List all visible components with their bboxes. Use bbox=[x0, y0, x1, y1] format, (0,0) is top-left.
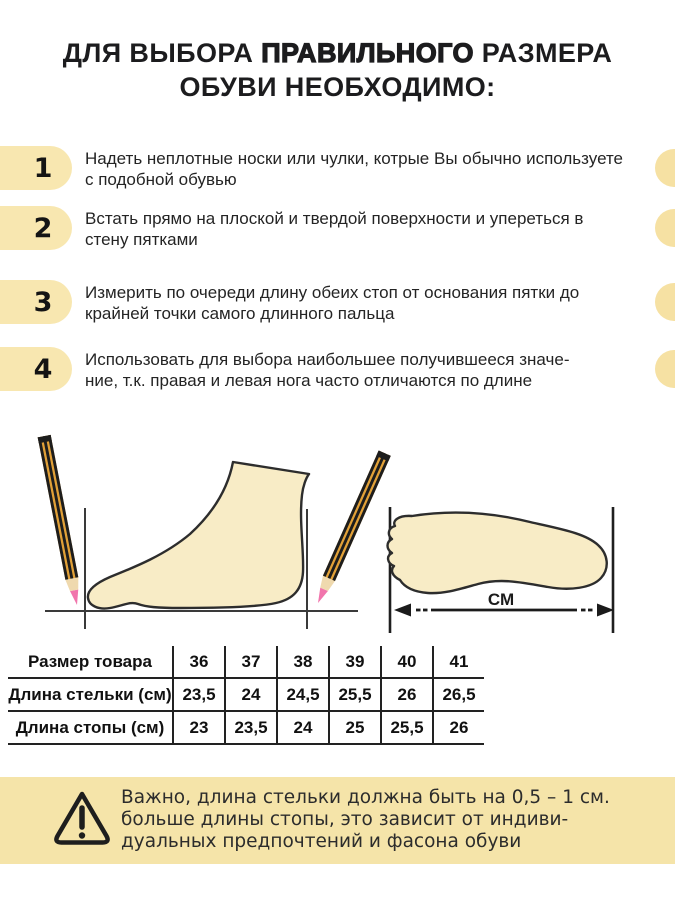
title-text: ДЛЯ ВЫБОРА bbox=[62, 38, 262, 68]
table-row bbox=[8, 646, 484, 678]
page-title-line2: ОБУВИ НЕОБХОДИМО: bbox=[179, 72, 496, 102]
table-cell: 25,5 bbox=[381, 711, 433, 744]
table-row bbox=[8, 678, 484, 711]
warning-triangle-icon bbox=[50, 787, 114, 851]
pencil-icon bbox=[312, 450, 391, 605]
step-text-line: Измерить по очереди длину обеих стоп от основания пятки до bbox=[85, 283, 580, 302]
table-cell: 26,5 bbox=[433, 678, 484, 711]
step-number-badge bbox=[0, 206, 72, 250]
table-cell: 37 bbox=[225, 646, 277, 678]
table-cell: 39 bbox=[329, 646, 381, 678]
table-cell: 23,5 bbox=[173, 678, 225, 711]
table-row bbox=[8, 711, 484, 744]
table-row-label: Длина стопы (см) bbox=[8, 711, 173, 744]
warning-text-line: больше длины стопы, это зависит от индиви- bbox=[121, 809, 569, 830]
table-cell: 36 bbox=[173, 646, 225, 678]
warning-banner bbox=[0, 777, 675, 864]
table-row-label: Размер товара bbox=[8, 646, 173, 678]
step-number-badge bbox=[0, 347, 72, 391]
title-emphasis: ПРАВИЛЬНОГО bbox=[261, 38, 474, 68]
warning-text-line: Важно, длина стельки должна быть на 0,5 – 1 см. bbox=[121, 787, 610, 808]
step-number: 4 bbox=[33, 353, 53, 385]
step-text bbox=[85, 148, 667, 190]
step-number-badge bbox=[0, 146, 72, 190]
table-cell: 24 bbox=[277, 711, 329, 744]
step-text-line: с подобной обувью bbox=[85, 170, 237, 189]
table-cell: 38 bbox=[277, 646, 329, 678]
table-cell: 26 bbox=[381, 678, 433, 711]
warning-text-line: дуальных предпочтений и фасона обуви bbox=[121, 831, 522, 852]
page-title bbox=[0, 36, 675, 104]
step-text-line: крайней точки самого длинного пальца bbox=[85, 304, 395, 323]
size-table bbox=[8, 646, 484, 745]
table-cell: 40 bbox=[381, 646, 433, 678]
foot-side-illustration bbox=[88, 462, 309, 609]
step-text-line: стену пятками bbox=[85, 230, 198, 249]
foot-sole-illustration bbox=[388, 513, 607, 594]
step-number: 1 bbox=[33, 152, 53, 184]
table-row-label: Длина стельки (см) bbox=[8, 678, 173, 711]
table-cell: 41 bbox=[433, 646, 484, 678]
step-text bbox=[85, 282, 667, 324]
table-cell: 24 bbox=[225, 678, 277, 711]
table-cell: 25,5 bbox=[329, 678, 381, 711]
table-cell: 23,5 bbox=[225, 711, 277, 744]
pencil-icon bbox=[38, 435, 84, 606]
table-cell: 24,5 bbox=[277, 678, 329, 711]
step-text-line: Надеть неплотные носки или чулки, котрые Вы обычно используете bbox=[85, 149, 624, 168]
table-cell: 25 bbox=[329, 711, 381, 744]
step-number: 3 bbox=[33, 286, 53, 318]
step-text bbox=[85, 349, 667, 391]
foot-measurement-diagram bbox=[0, 400, 675, 650]
page-title-line1 bbox=[0, 36, 675, 70]
step-text bbox=[85, 208, 667, 250]
title-text: РАЗМЕРА bbox=[473, 38, 613, 68]
step-number: 2 bbox=[33, 212, 53, 244]
table-cell: 23 bbox=[173, 711, 225, 744]
step-text-line: Использовать для выбора наибольшее получившееся значе- bbox=[85, 350, 570, 369]
cm-label: СМ bbox=[487, 590, 515, 609]
table-cell: 26 bbox=[433, 711, 484, 744]
step-number-badge bbox=[0, 280, 72, 324]
step-text-line: Встать прямо на плоской и твердой поверхности и упереться в bbox=[85, 209, 584, 228]
warning-text bbox=[121, 787, 610, 853]
step-text-line: ние, т.к. правая и левая нога часто отличаются по длине bbox=[85, 371, 533, 390]
